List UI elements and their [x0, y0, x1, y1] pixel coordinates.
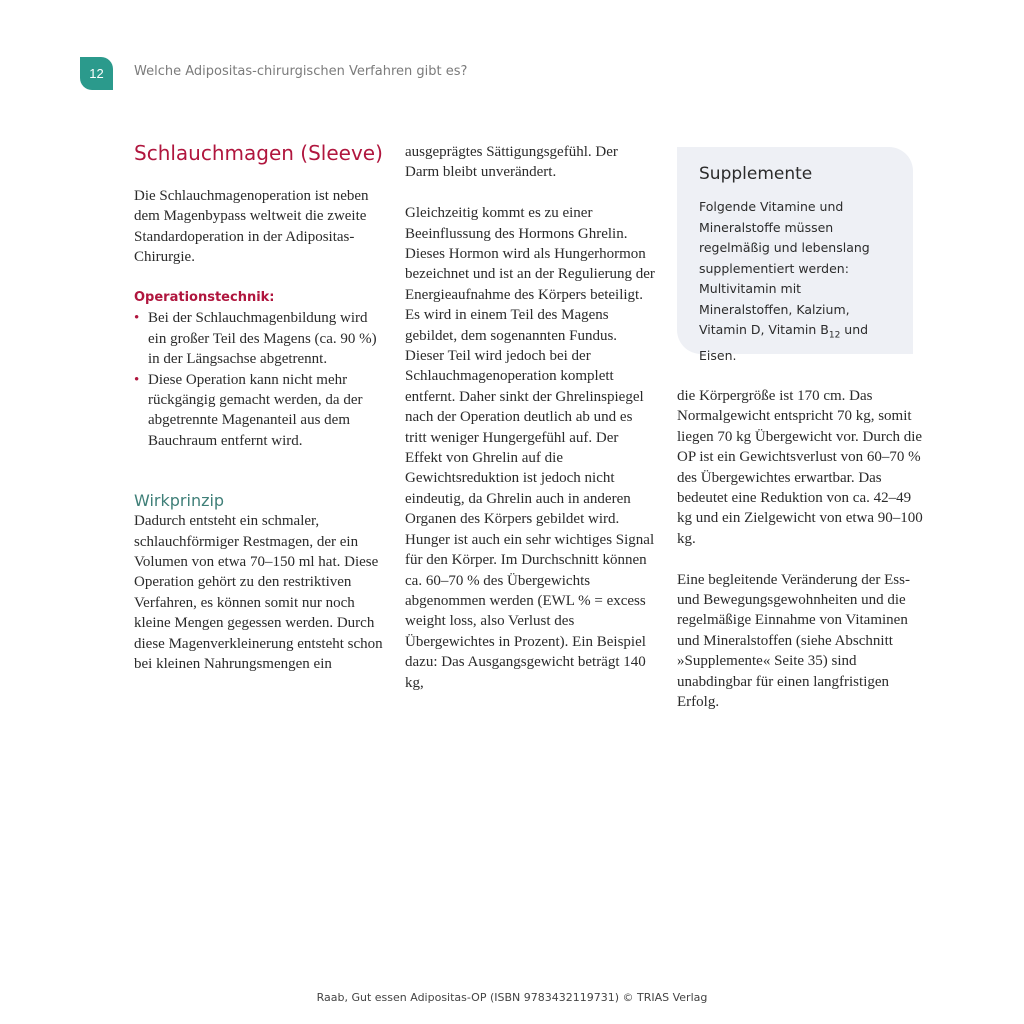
box-text-end: und Eisen.	[699, 322, 869, 363]
paragraph: die Körpergröße ist 170 cm. Das Normalgewicht entspricht 70 kg, somit liegen 70 kg Übergewicht vor. Durch die OP ist ein Gewichtsverlust von 60–70 % des Übergewichtes erwartbar. Das bedeutet eine Reduktion von ca. 42–49 kg und ein Zielgewicht von etwa 90–100 kg.	[677, 388, 923, 547]
paragraph: ausgeprägtes Sättigungsgefühl. Der Darm bleibt unverändert.	[405, 144, 618, 181]
footer-citation: Raab, Gut essen Adipositas-OP (ISBN 9783432119731) © TRIAS Verlag	[316, 991, 708, 1004]
paragraph: Eine begleitende Veränderung der Ess- und Bewegungsgewohnheiten und die regelmäßige Einnahme von Vitaminen und Mineralstoffen (siehe Abschnitt »Supplemente« Seite 35) sind unabdingbar für einen langfristigen Erfolg.	[677, 571, 910, 711]
box-text-main: Folgende Vitamine und Mineralstoffe müssen regelmäßig und lebenslang supplementiert werden: Multivitamin mit Mineralstoffen, Kalzium, Vitamin D, Vitamin B	[699, 199, 870, 337]
paragraph: Gleichzeitig kommt es zu einer Beeinflussung des Hormons Ghrelin. Dieses Hormon wird als Hungerhormon bezeichnet und ist an der Regulierung der Energieaufnahme des Körpers beteiligt. Es wird in einem Teil des Magens gebildet, dem sogenannten Fundus. Dieser Teil wird jedoch bei der Schlauchmagenoperation komplett entfernt. Daher sinkt der Ghrelinspiegel nach der Operation deutlich ab und es tritt weniger Hungergefühl auf. Der Effekt von Ghrelin auf die Gewichtsreduktion ist jedoch nicht eindeutig, da Ghrelin auch in anderen Organen des Körpers gebildet wird. Hunger ist auch ein sehr wichtiges Signal für den Körper. Im Durchschnitt können ca. 60–70 % des Übergewichts abgenommen werden (EWL % = excess weight loss, also Verlust des Übergewichtes in Prozent). Ein Beispiel dazu: Das Ausgangsgewicht beträgt 140 kg,	[405, 205, 655, 691]
page-number-badge	[80, 57, 113, 90]
supplements-box	[677, 147, 913, 363]
principle-paragraph: Dadurch entsteht ein schmaler, schlauchförmiger Restmagen, der ein Volumen von etwa 70–150 ml hat. Diese Operation gehört zu den restriktiven Verfahren, es können somit nur noch kleine Mengen gegessen werden. Durch diese Magenverkleinerung entsteht schon bei kleinen Nahrungsmengen ein	[134, 513, 383, 673]
principle-heading: Wirkprinzip	[134, 491, 225, 511]
list-item-text: Diese Operation kann nicht mehr rückgängig gemacht werden, da der abgetrennte Magenanteil aus dem Bauchraum entfernt wird.	[148, 371, 363, 449]
column-3	[677, 386, 927, 712]
column-1	[134, 140, 384, 675]
box-text	[699, 197, 895, 367]
section-title: Schlauchmagen (Sleeve)	[134, 141, 383, 165]
list-item-text: Bei der Schlauchmagenbildung wird ein großer Teil des Magens (ca. 90 %) in der Längsachse abgetrennt.	[148, 310, 377, 368]
column-2	[405, 142, 655, 693]
bullet-icon: •	[134, 310, 140, 327]
running-title: Welche Adipositas-chirurgischen Verfahren gibt es?	[134, 64, 468, 79]
technique-list	[134, 308, 384, 451]
box-title: Supplemente	[699, 164, 813, 184]
list-item	[134, 370, 384, 452]
intro-paragraph: Die Schlauchmagenoperation ist neben dem Magenbypass weltweit die zweite Standardoperation in der Adipositas-Chirurgie.	[134, 188, 369, 266]
bullet-icon: •	[134, 371, 140, 388]
technique-heading: Operationstechnik:	[134, 290, 275, 306]
page-number: 12	[89, 66, 104, 81]
box-text-subscript: 12	[828, 330, 841, 341]
list-item	[134, 308, 384, 369]
